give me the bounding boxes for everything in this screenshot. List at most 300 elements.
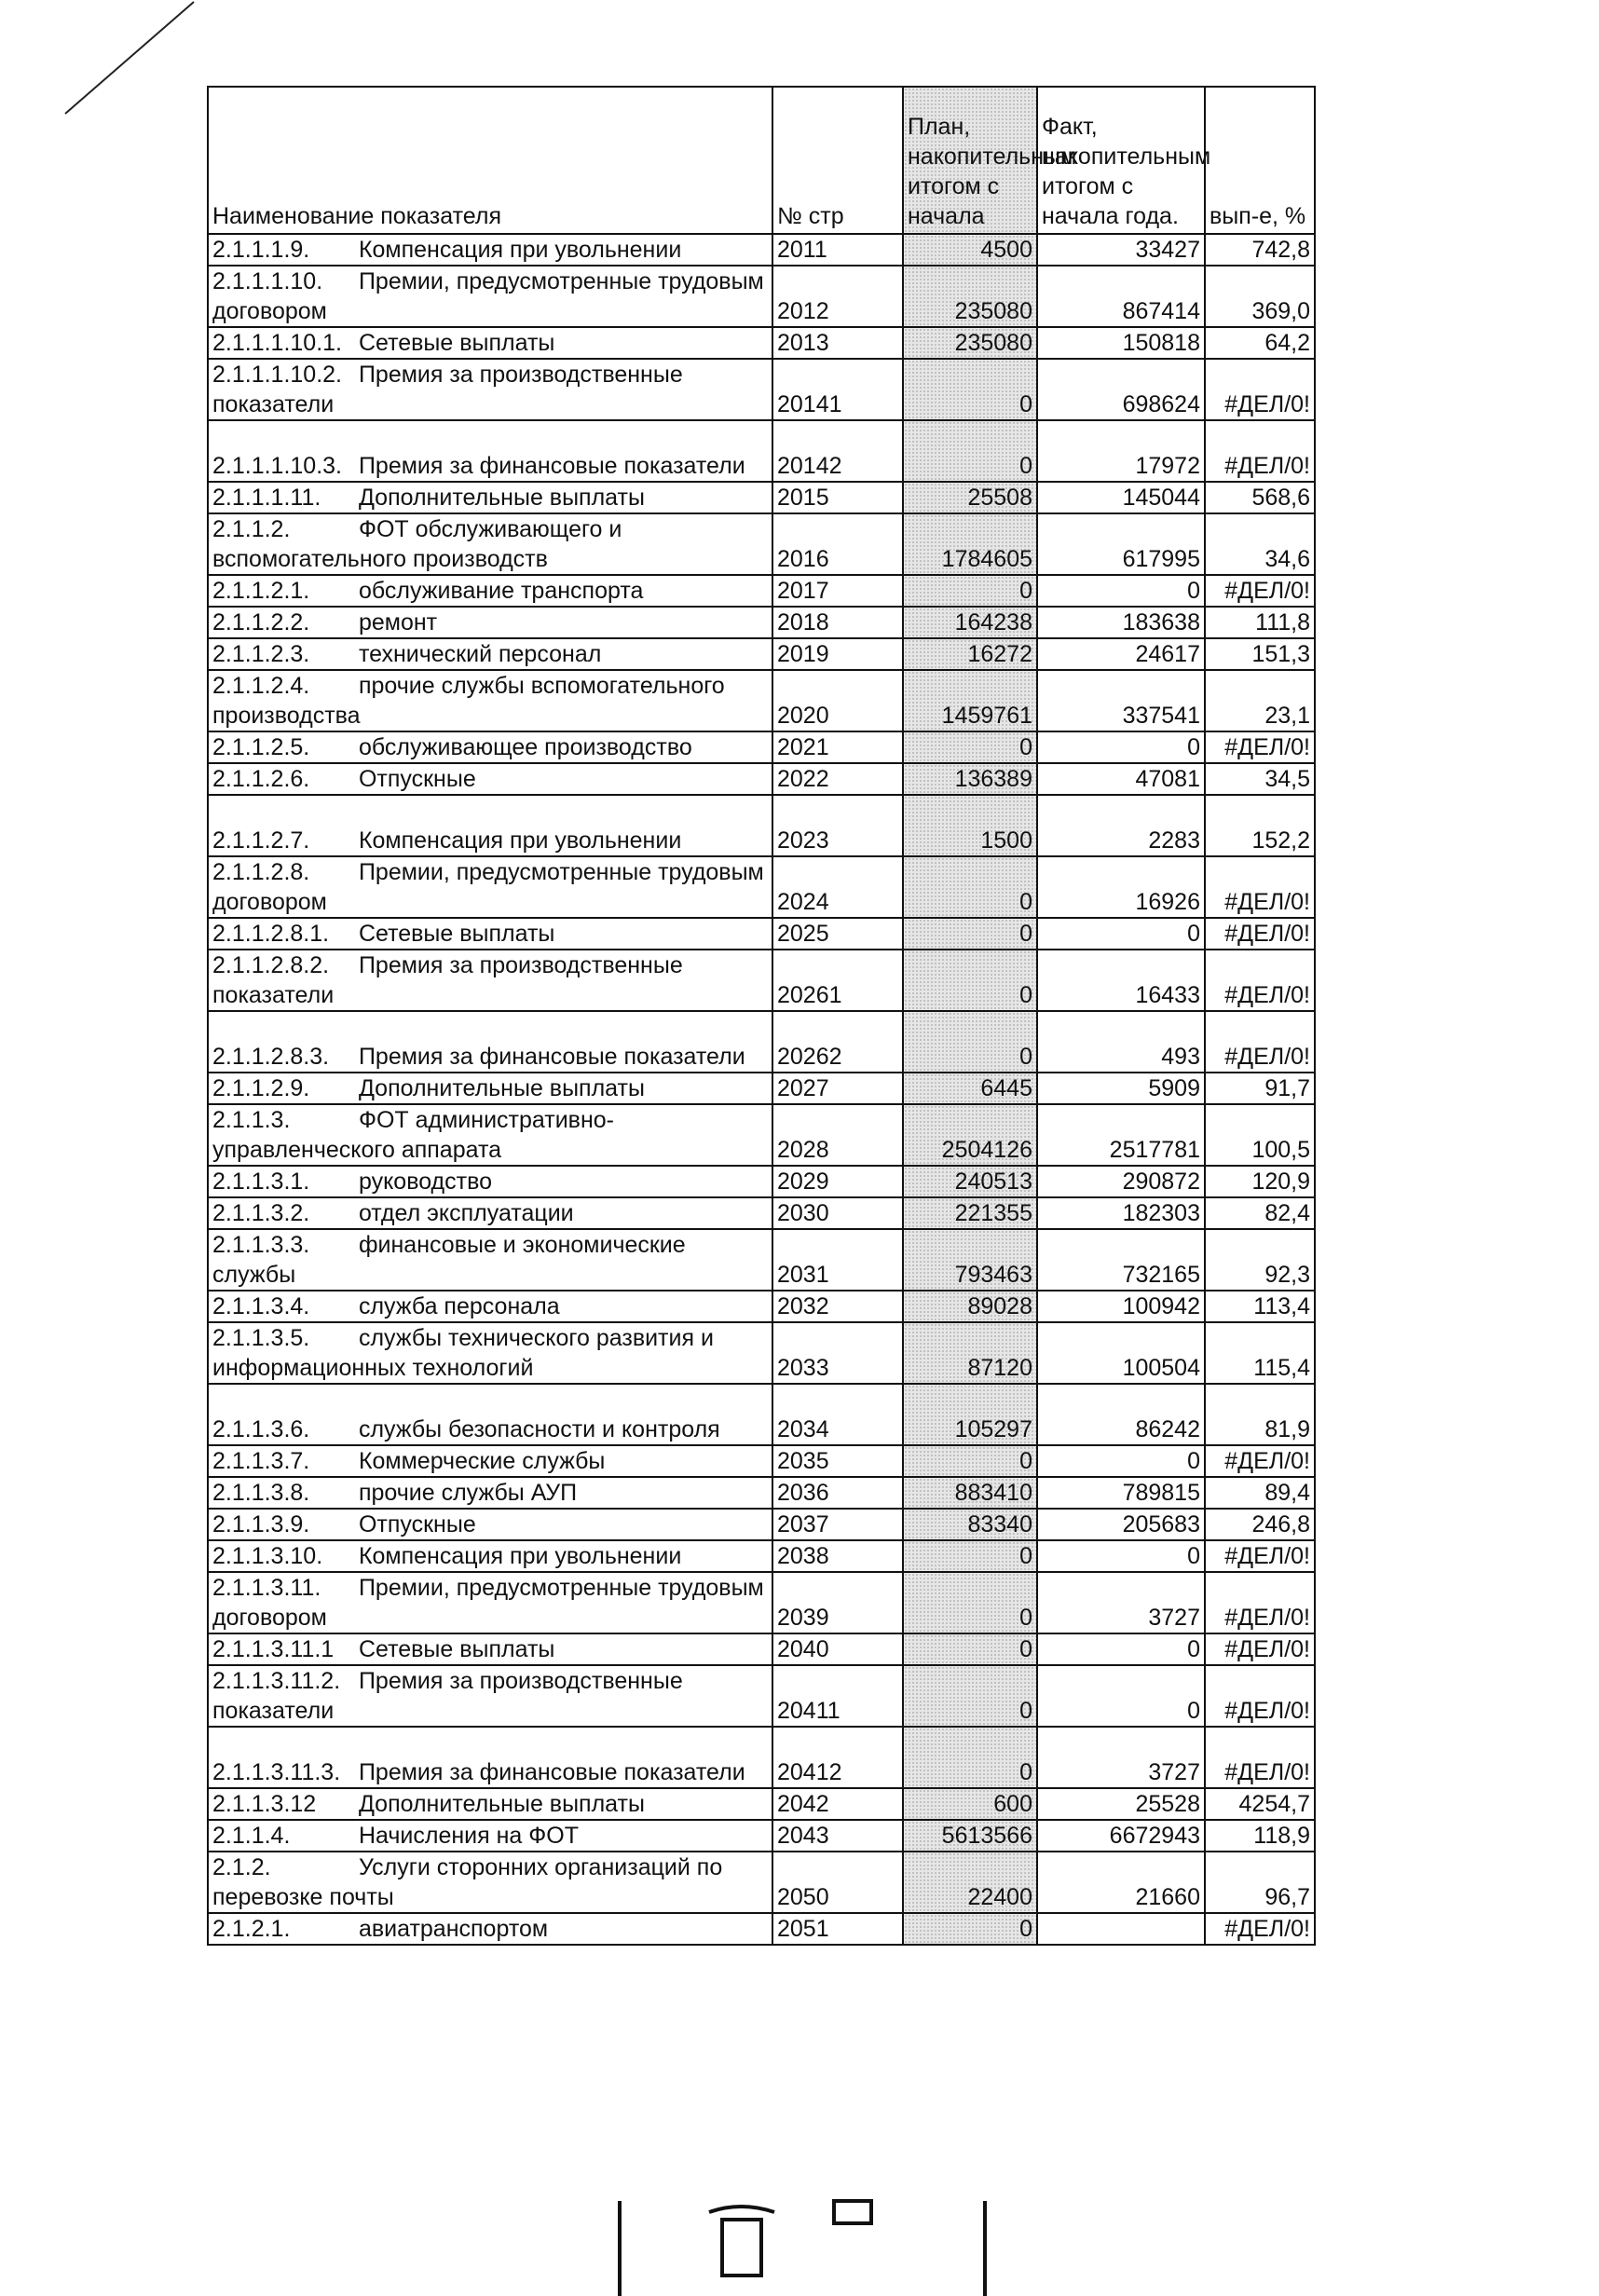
row-name: служба персонала bbox=[358, 1293, 560, 1319]
row-name: авиатранспортом bbox=[358, 1916, 549, 1942]
row-name-cell bbox=[208, 575, 772, 607]
row-percent: 82,4 bbox=[1205, 1197, 1315, 1229]
row-name: обслуживание транспорта bbox=[358, 578, 644, 604]
table-row bbox=[208, 638, 1315, 670]
row-percent: 369,0 bbox=[1205, 266, 1315, 327]
row-fact: 0 bbox=[1037, 575, 1205, 607]
row-percent: #ДЕЛ/0! bbox=[1205, 1011, 1315, 1073]
row-fact: 33427 bbox=[1037, 234, 1205, 266]
row-fact: 16433 bbox=[1037, 950, 1205, 1011]
row-percent: 96,7 bbox=[1205, 1852, 1315, 1913]
row-line-no: 2020 bbox=[772, 670, 903, 731]
table-body bbox=[208, 234, 1315, 1945]
table-row bbox=[208, 950, 1315, 1011]
row-line-no: 2031 bbox=[772, 1229, 903, 1291]
row-name-cell bbox=[208, 1727, 772, 1788]
row-name-cell bbox=[208, 950, 772, 1011]
table-row bbox=[208, 1011, 1315, 1073]
row-plan: 0 bbox=[903, 1665, 1037, 1727]
row-plan: 235080 bbox=[903, 327, 1037, 359]
row-fact: 789815 bbox=[1037, 1477, 1205, 1509]
row-fact: 0 bbox=[1037, 731, 1205, 763]
row-code: 2.1.1.2.8.1. bbox=[212, 921, 330, 947]
table-row bbox=[208, 1291, 1315, 1322]
row-percent: 81,9 bbox=[1205, 1384, 1315, 1445]
row-line-no: 2011 bbox=[772, 234, 903, 266]
header-plan: План, накопительным итогом с начала bbox=[903, 87, 1037, 234]
row-name-cell bbox=[208, 731, 772, 763]
row-name-cell bbox=[208, 795, 772, 856]
row-name: Сетевые выплаты bbox=[358, 921, 555, 947]
row-code: 2.1.1.2.4. bbox=[212, 673, 310, 699]
row-code: 2.1.1.3.11. bbox=[212, 1575, 321, 1601]
row-plan: 1784605 bbox=[903, 513, 1037, 575]
row-code: 2.1.1.3.11.1 bbox=[212, 1636, 335, 1662]
row-name: руководство bbox=[358, 1168, 492, 1195]
row-name-cell bbox=[208, 1572, 772, 1633]
row-fact: 25528 bbox=[1037, 1788, 1205, 1820]
table-row bbox=[208, 1509, 1315, 1540]
table-row bbox=[208, 1727, 1315, 1788]
row-name: Премии, предусмотренные трудовым договором bbox=[212, 268, 764, 324]
row-fact: 3727 bbox=[1037, 1727, 1205, 1788]
row-percent: 111,8 bbox=[1205, 607, 1315, 638]
row-name-cell bbox=[208, 1384, 772, 1445]
row-percent: #ДЕЛ/0! bbox=[1205, 1572, 1315, 1633]
row-plan: 221355 bbox=[903, 1197, 1037, 1229]
row-code: 2.1.1.3.2. bbox=[212, 1200, 310, 1226]
row-fact: 0 bbox=[1037, 1540, 1205, 1572]
row-name: Начисления на ФОТ bbox=[358, 1823, 579, 1849]
row-plan: 0 bbox=[903, 1011, 1037, 1073]
row-name-cell bbox=[208, 1633, 772, 1665]
row-code: 2.1.1.3.8. bbox=[212, 1480, 310, 1506]
row-line-no: 2013 bbox=[772, 327, 903, 359]
row-line-no: 2022 bbox=[772, 763, 903, 795]
row-percent: 23,1 bbox=[1205, 670, 1315, 731]
row-percent: #ДЕЛ/0! bbox=[1205, 918, 1315, 950]
row-fact: 698624 bbox=[1037, 359, 1205, 420]
row-percent: #ДЕЛ/0! bbox=[1205, 856, 1315, 918]
table-row bbox=[208, 266, 1315, 327]
row-name: ФОТ административно-управленческого аппарата bbox=[212, 1107, 614, 1163]
row-plan: 4500 bbox=[903, 234, 1037, 266]
row-line-no: 20261 bbox=[772, 950, 903, 1011]
corner-scan-stroke bbox=[0, 0, 242, 130]
row-name: финансовые и экономические службы bbox=[212, 1232, 686, 1288]
row-name: Премия за финансовые показатели bbox=[358, 453, 745, 479]
row-name-cell bbox=[208, 1913, 772, 1945]
row-code: 2.1.1.2.8.2. bbox=[212, 952, 330, 978]
row-percent: 89,4 bbox=[1205, 1477, 1315, 1509]
row-line-no: 2015 bbox=[772, 482, 903, 513]
row-name-cell bbox=[208, 1509, 772, 1540]
row-plan: 136389 bbox=[903, 763, 1037, 795]
header-name: Наименование показателя bbox=[208, 87, 772, 234]
row-fact: 21660 bbox=[1037, 1852, 1205, 1913]
row-fact: 145044 bbox=[1037, 482, 1205, 513]
table-row bbox=[208, 1384, 1315, 1445]
row-percent: 92,3 bbox=[1205, 1229, 1315, 1291]
row-name: Отпускные bbox=[358, 766, 476, 792]
row-line-no: 2018 bbox=[772, 607, 903, 638]
row-line-no: 2016 bbox=[772, 513, 903, 575]
table-row bbox=[208, 1104, 1315, 1166]
row-line-no: 2039 bbox=[772, 1572, 903, 1633]
row-line-no: 2017 bbox=[772, 575, 903, 607]
row-code: 2.1.1.3.7. bbox=[212, 1448, 310, 1474]
row-fact: 0 bbox=[1037, 918, 1205, 950]
row-line-no: 20142 bbox=[772, 420, 903, 482]
row-line-no: 2043 bbox=[772, 1820, 903, 1852]
row-name-cell bbox=[208, 1665, 772, 1727]
row-name: Компенсация при увольнении bbox=[358, 237, 682, 263]
row-name-cell bbox=[208, 1852, 772, 1913]
row-code: 2.1.1.1.10. bbox=[212, 268, 323, 294]
table-row bbox=[208, 763, 1315, 795]
table-row bbox=[208, 1073, 1315, 1104]
row-name: прочие службы АУП bbox=[358, 1480, 578, 1506]
row-plan: 0 bbox=[903, 575, 1037, 607]
row-name: Премия за финансовые показатели bbox=[358, 1044, 745, 1070]
row-code: 2.1.1.3.5. bbox=[212, 1325, 310, 1351]
row-name: Коммерческие службы bbox=[358, 1448, 606, 1474]
row-line-no: 2025 bbox=[772, 918, 903, 950]
row-percent: 64,2 bbox=[1205, 327, 1315, 359]
row-plan: 2504126 bbox=[903, 1104, 1037, 1166]
row-name-cell bbox=[208, 1011, 772, 1073]
row-fact: 17972 bbox=[1037, 420, 1205, 482]
row-name-cell bbox=[208, 1229, 772, 1291]
table-row bbox=[208, 1913, 1315, 1945]
row-percent: 100,5 bbox=[1205, 1104, 1315, 1166]
row-line-no: 2051 bbox=[772, 1913, 903, 1945]
row-code: 2.1.1.2.8.3. bbox=[212, 1044, 330, 1070]
row-plan: 22400 bbox=[903, 1852, 1037, 1913]
row-line-no: 2012 bbox=[772, 266, 903, 327]
row-plan: 6445 bbox=[903, 1073, 1037, 1104]
row-name: Компенсация при увольнении bbox=[358, 1543, 682, 1569]
row-percent: 115,4 bbox=[1205, 1322, 1315, 1384]
row-name-cell bbox=[208, 266, 772, 327]
row-name: Премия за производственные показатели bbox=[212, 952, 683, 1008]
row-percent: 118,9 bbox=[1205, 1820, 1315, 1852]
row-code: 2.1.1.2.3. bbox=[212, 641, 310, 667]
row-percent: 742,8 bbox=[1205, 234, 1315, 266]
row-line-no: 2029 bbox=[772, 1166, 903, 1197]
row-line-no: 20262 bbox=[772, 1011, 903, 1073]
row-name: Дополнительные выплаты bbox=[358, 1791, 645, 1817]
row-plan: 883410 bbox=[903, 1477, 1037, 1509]
row-fact: 337541 bbox=[1037, 670, 1205, 731]
row-percent: 91,7 bbox=[1205, 1073, 1315, 1104]
row-code: 2.1.1.4. bbox=[212, 1823, 291, 1849]
row-fact: 100504 bbox=[1037, 1322, 1205, 1384]
row-percent: #ДЕЛ/0! bbox=[1205, 1665, 1315, 1727]
row-plan: 0 bbox=[903, 1572, 1037, 1633]
table-row bbox=[208, 731, 1315, 763]
table-row bbox=[208, 1572, 1315, 1633]
table-row bbox=[208, 513, 1315, 575]
row-percent: #ДЕЛ/0! bbox=[1205, 1445, 1315, 1477]
row-line-no: 2040 bbox=[772, 1633, 903, 1665]
table-row bbox=[208, 1477, 1315, 1509]
header-fact: Факт, накопительным итогом с начала года. bbox=[1037, 87, 1205, 234]
table-row bbox=[208, 1166, 1315, 1197]
row-fact: 493 bbox=[1037, 1011, 1205, 1073]
row-name: технический персонал bbox=[358, 641, 602, 667]
row-code: 2.1.1.2.9. bbox=[212, 1075, 310, 1101]
row-fact: 6672943 bbox=[1037, 1820, 1205, 1852]
row-fact: 100942 bbox=[1037, 1291, 1205, 1322]
row-code: 2.1.1.1.10.3. bbox=[212, 453, 343, 479]
row-percent: #ДЕЛ/0! bbox=[1205, 731, 1315, 763]
row-name-cell bbox=[208, 1477, 772, 1509]
row-percent: 568,6 bbox=[1205, 482, 1315, 513]
row-line-no: 2037 bbox=[772, 1509, 903, 1540]
row-line-no: 2050 bbox=[772, 1852, 903, 1913]
row-code: 2.1.1.2.5. bbox=[212, 734, 310, 760]
row-line-no: 2042 bbox=[772, 1788, 903, 1820]
row-line-no: 2038 bbox=[772, 1540, 903, 1572]
row-code: 2.1.1.1.10.1. bbox=[212, 330, 343, 356]
row-name: Премия за финансовые показатели bbox=[358, 1759, 745, 1785]
row-name-cell bbox=[208, 1788, 772, 1820]
row-percent: 113,4 bbox=[1205, 1291, 1315, 1322]
row-plan: 0 bbox=[903, 1913, 1037, 1945]
row-line-no: 20411 bbox=[772, 1665, 903, 1727]
scan-binding-marks bbox=[610, 2192, 1002, 2296]
row-plan: 235080 bbox=[903, 266, 1037, 327]
row-line-no: 2027 bbox=[772, 1073, 903, 1104]
row-line-no: 20412 bbox=[772, 1727, 903, 1788]
row-code: 2.1.1.3.11.3. bbox=[212, 1759, 341, 1785]
row-plan: 0 bbox=[903, 918, 1037, 950]
table-row bbox=[208, 1197, 1315, 1229]
row-percent: 152,2 bbox=[1205, 795, 1315, 856]
row-name-cell bbox=[208, 327, 772, 359]
table-row bbox=[208, 1229, 1315, 1291]
row-name: службы технического развития и информационных технологий bbox=[212, 1325, 714, 1381]
row-name: Услуги сторонних организаций по перевозке почты bbox=[212, 1854, 723, 1910]
row-percent: #ДЕЛ/0! bbox=[1205, 420, 1315, 482]
row-code: 2.1.1.2. bbox=[212, 516, 291, 542]
row-code: 2.1.1.3.6. bbox=[212, 1416, 310, 1442]
row-name-cell bbox=[208, 1197, 772, 1229]
row-code: 2.1.1.3.11.2. bbox=[212, 1668, 341, 1694]
row-plan: 83340 bbox=[903, 1509, 1037, 1540]
row-code: 2.1.1.3.4. bbox=[212, 1293, 310, 1319]
row-code: 2.1.1.2.7. bbox=[212, 827, 310, 854]
row-plan: 1459761 bbox=[903, 670, 1037, 731]
table-row bbox=[208, 575, 1315, 607]
row-fact: 0 bbox=[1037, 1445, 1205, 1477]
row-code: 2.1.2.1. bbox=[212, 1916, 291, 1942]
row-plan: 0 bbox=[903, 856, 1037, 918]
row-code: 2.1.1.1.11. bbox=[212, 485, 321, 511]
table-row bbox=[208, 359, 1315, 420]
row-fact: 3727 bbox=[1037, 1572, 1205, 1633]
row-name-cell bbox=[208, 1104, 772, 1166]
row-percent: #ДЕЛ/0! bbox=[1205, 1633, 1315, 1665]
row-percent: #ДЕЛ/0! bbox=[1205, 1913, 1315, 1945]
row-code: 2.1.1.2.8. bbox=[212, 859, 310, 885]
header-line-no: № стр bbox=[772, 87, 903, 234]
row-code: 2.1.1.3.10. bbox=[212, 1543, 323, 1569]
row-fact: 47081 bbox=[1037, 763, 1205, 795]
table-row bbox=[208, 607, 1315, 638]
row-plan: 0 bbox=[903, 1445, 1037, 1477]
row-plan: 0 bbox=[903, 1540, 1037, 1572]
row-plan: 105297 bbox=[903, 1384, 1037, 1445]
row-name-cell bbox=[208, 670, 772, 731]
table-row bbox=[208, 1852, 1315, 1913]
row-percent: 120,9 bbox=[1205, 1166, 1315, 1197]
row-line-no: 20141 bbox=[772, 359, 903, 420]
row-name: Премия за производственные показатели bbox=[212, 1668, 683, 1724]
row-plan: 5613566 bbox=[903, 1820, 1037, 1852]
row-name: Премия за производственные показатели bbox=[212, 362, 683, 417]
table-row bbox=[208, 1445, 1315, 1477]
row-line-no: 2021 bbox=[772, 731, 903, 763]
row-plan: 89028 bbox=[903, 1291, 1037, 1322]
row-fact: 867414 bbox=[1037, 266, 1205, 327]
table-row bbox=[208, 795, 1315, 856]
row-percent: 34,5 bbox=[1205, 763, 1315, 795]
row-code: 2.1.1.3. bbox=[212, 1107, 291, 1133]
row-fact: 2517781 bbox=[1037, 1104, 1205, 1166]
row-fact: 617995 bbox=[1037, 513, 1205, 575]
row-name: Отпускные bbox=[358, 1511, 476, 1538]
row-name-cell bbox=[208, 1166, 772, 1197]
row-name-cell bbox=[208, 1322, 772, 1384]
row-name-cell bbox=[208, 1820, 772, 1852]
row-code: 2.1.1.1.9. bbox=[212, 237, 310, 263]
row-fact: 290872 bbox=[1037, 1166, 1205, 1197]
row-line-no: 2028 bbox=[772, 1104, 903, 1166]
row-name-cell bbox=[208, 918, 772, 950]
row-fact: 150818 bbox=[1037, 327, 1205, 359]
row-name-cell bbox=[208, 638, 772, 670]
row-name-cell bbox=[208, 1445, 772, 1477]
report-table bbox=[207, 86, 1316, 1946]
table-row bbox=[208, 670, 1315, 731]
row-plan: 25508 bbox=[903, 482, 1037, 513]
row-name-cell bbox=[208, 482, 772, 513]
row-fact: 183638 bbox=[1037, 607, 1205, 638]
row-name: Дополнительные выплаты bbox=[358, 485, 645, 511]
row-name: Премии, предусмотренные трудовым договором bbox=[212, 859, 764, 915]
row-plan: 0 bbox=[903, 1633, 1037, 1665]
row-name-cell bbox=[208, 420, 772, 482]
row-code: 2.1.1.3.1. bbox=[212, 1168, 310, 1195]
table-row bbox=[208, 1820, 1315, 1852]
row-percent: 246,8 bbox=[1205, 1509, 1315, 1540]
row-code: 2.1.1.3.3. bbox=[212, 1232, 310, 1258]
row-line-no: 2036 bbox=[772, 1477, 903, 1509]
row-fact: 2283 bbox=[1037, 795, 1205, 856]
row-name: отдел эксплуатации bbox=[358, 1200, 574, 1226]
row-name-cell bbox=[208, 856, 772, 918]
row-line-no: 2030 bbox=[772, 1197, 903, 1229]
row-code: 2.1.1.3.9. bbox=[212, 1511, 310, 1538]
row-name-cell bbox=[208, 359, 772, 420]
row-plan: 240513 bbox=[903, 1166, 1037, 1197]
row-fact: 86242 bbox=[1037, 1384, 1205, 1445]
row-line-no: 2033 bbox=[772, 1322, 903, 1384]
table-row bbox=[208, 1665, 1315, 1727]
row-fact bbox=[1037, 1913, 1205, 1945]
row-percent: #ДЕЛ/0! bbox=[1205, 575, 1315, 607]
row-name: службы безопасности и контроля bbox=[358, 1416, 720, 1442]
row-line-no: 2035 bbox=[772, 1445, 903, 1477]
row-name-cell bbox=[208, 234, 772, 266]
row-fact: 24617 bbox=[1037, 638, 1205, 670]
table-row bbox=[208, 856, 1315, 918]
row-plan: 0 bbox=[903, 950, 1037, 1011]
row-percent: 151,3 bbox=[1205, 638, 1315, 670]
row-plan: 16272 bbox=[903, 638, 1037, 670]
row-name: Премии, предусмотренные трудовым договором bbox=[212, 1575, 764, 1631]
row-code: 2.1.1.2.1. bbox=[212, 578, 310, 604]
table-row bbox=[208, 1633, 1315, 1665]
row-fact: 5909 bbox=[1037, 1073, 1205, 1104]
table-row bbox=[208, 918, 1315, 950]
row-plan: 0 bbox=[903, 359, 1037, 420]
row-name-cell bbox=[208, 763, 772, 795]
row-percent: #ДЕЛ/0! bbox=[1205, 950, 1315, 1011]
table-row bbox=[208, 327, 1315, 359]
row-code: 2.1.1.2.2. bbox=[212, 609, 310, 636]
table-row bbox=[208, 1540, 1315, 1572]
row-plan: 1500 bbox=[903, 795, 1037, 856]
table-row bbox=[208, 1788, 1315, 1820]
row-percent: #ДЕЛ/0! bbox=[1205, 359, 1315, 420]
row-code: 2.1.1.1.10.2. bbox=[212, 362, 343, 388]
row-percent: #ДЕЛ/0! bbox=[1205, 1727, 1315, 1788]
row-fact: 0 bbox=[1037, 1633, 1205, 1665]
row-name: ремонт bbox=[358, 609, 438, 636]
row-line-no: 2024 bbox=[772, 856, 903, 918]
table-row bbox=[208, 1322, 1315, 1384]
row-name-cell bbox=[208, 1073, 772, 1104]
row-name-cell bbox=[208, 513, 772, 575]
row-fact: 182303 bbox=[1037, 1197, 1205, 1229]
table-header-row bbox=[208, 87, 1315, 234]
row-code: 2.1.1.3.12 bbox=[212, 1791, 317, 1817]
row-name-cell bbox=[208, 607, 772, 638]
row-name: Сетевые выплаты bbox=[358, 1636, 555, 1662]
row-name: Компенсация при увольнении bbox=[358, 827, 682, 854]
row-fact: 0 bbox=[1037, 1665, 1205, 1727]
table-row bbox=[208, 420, 1315, 482]
table-row bbox=[208, 482, 1315, 513]
table-row bbox=[208, 234, 1315, 266]
row-plan: 0 bbox=[903, 1727, 1037, 1788]
row-name-cell bbox=[208, 1291, 772, 1322]
row-code: 2.1.1.2.6. bbox=[212, 766, 310, 792]
row-fact: 732165 bbox=[1037, 1229, 1205, 1291]
row-line-no: 2032 bbox=[772, 1291, 903, 1322]
row-plan: 87120 bbox=[903, 1322, 1037, 1384]
row-percent: 34,6 bbox=[1205, 513, 1315, 575]
row-plan: 0 bbox=[903, 731, 1037, 763]
row-name: Дополнительные выплаты bbox=[358, 1075, 645, 1101]
row-name: ФОТ обслуживающего и вспомогательного производств bbox=[212, 516, 622, 572]
row-plan: 793463 bbox=[903, 1229, 1037, 1291]
row-plan: 0 bbox=[903, 420, 1037, 482]
row-line-no: 2023 bbox=[772, 795, 903, 856]
